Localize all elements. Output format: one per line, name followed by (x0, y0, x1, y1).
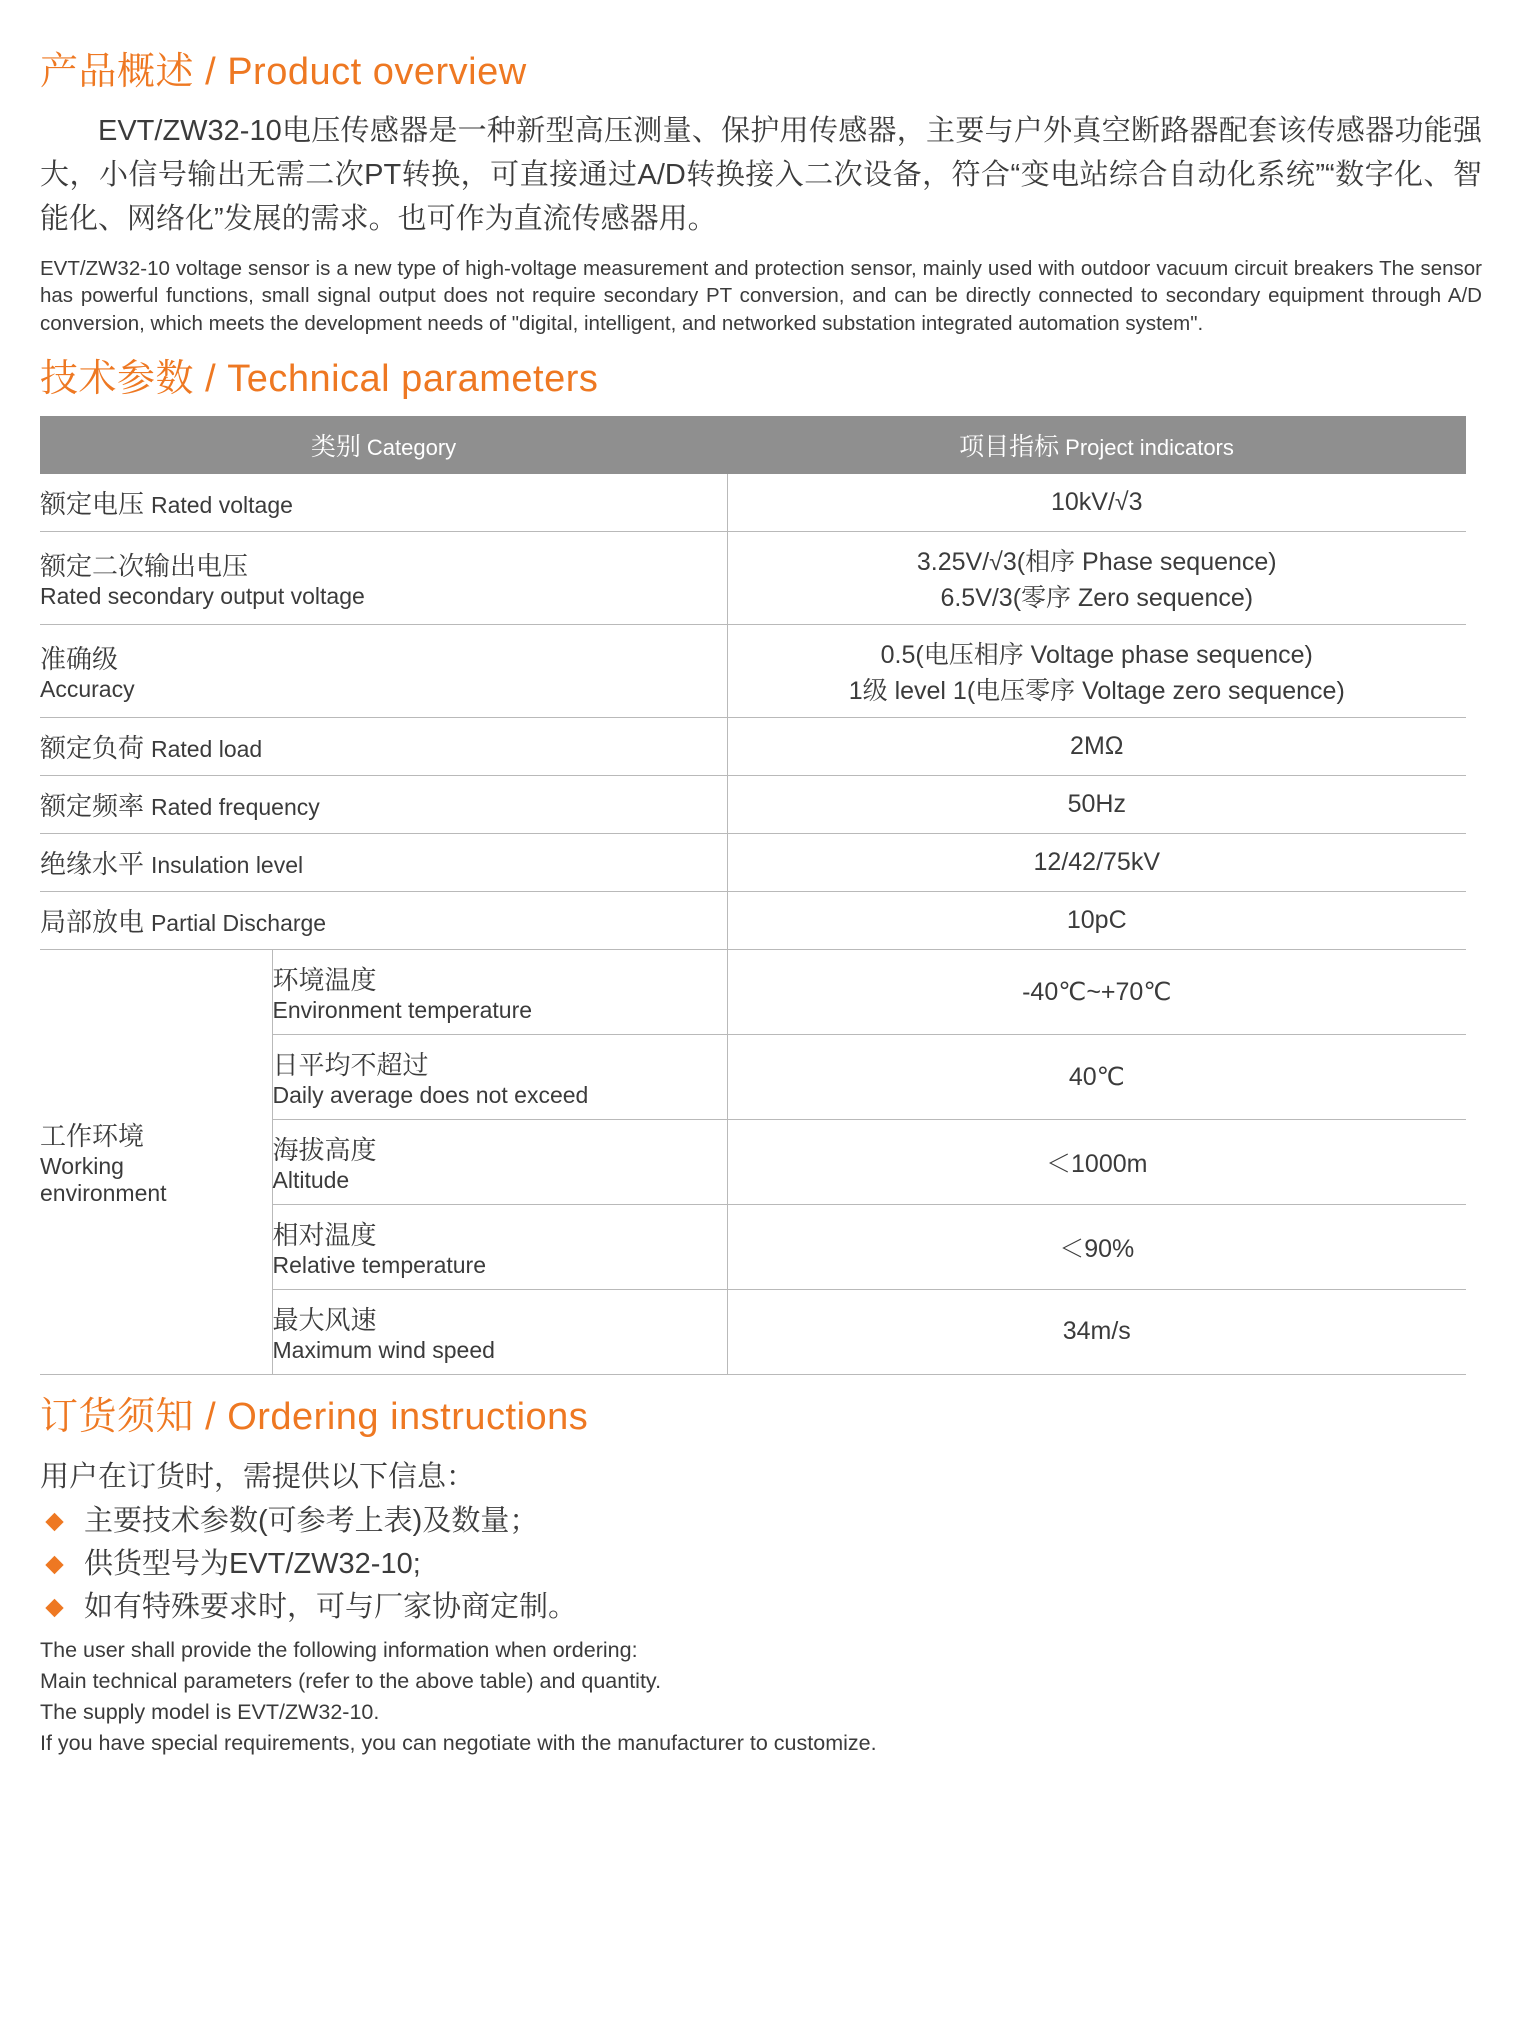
row-label-cn: 局部放电 (40, 906, 145, 937)
row-label-rated-load (40, 717, 727, 775)
row-value-line2: 6.5V/3(零序 Zero sequence) (940, 583, 1254, 612)
overview-paragraph-en: EVT/ZW32-10 voltage sensor is a new type of high-voltage measurement and protection sensor, mainly used with outdoor vacuum circuit breakers The sensor has powerful functions, small signal output does not require secondary PT conversion, and can be directly connected to secondary equipment through A/D conversion, which meets the development needs of "digital, intelligent, and networked substation integrated automation system". (40, 257, 1482, 335)
table-row (40, 775, 1466, 833)
row-label-maximum-wind-speed (272, 1289, 727, 1374)
section-title-technical-sep: / (194, 357, 228, 400)
sub-label-en: Relative temperature (272, 1251, 486, 1278)
table-row (40, 531, 1466, 624)
sub-label-cn: 日平均不超过 (272, 1049, 429, 1080)
table-header-row (40, 416, 1466, 474)
ordering-english-block (40, 1635, 1482, 1760)
section-title-overview-sep: / (194, 51, 228, 93)
sub-label-cn: 环境温度 (272, 964, 377, 995)
section-title-technical-en: Technical parameters (227, 357, 599, 400)
section-title-ordering (40, 1385, 1482, 1440)
row-label-en: Insulation level (150, 851, 304, 878)
ordering-en-line: If you have special requirements, you can negotiate with the manufacturer to customize. (40, 1731, 877, 1756)
row-value-partial-discharge: 10pC (727, 891, 1466, 949)
row-label-accuracy (40, 624, 727, 717)
list-item-label: 供货型号为EVT/ZW32-10; (84, 1548, 421, 1581)
table-header-category-cn: 类别 (310, 432, 361, 461)
list-item-label: 如有特殊要求时，可与厂家协商定制。 (84, 1591, 578, 1624)
row-value-rated-load: 2MΩ (727, 717, 1466, 775)
table-row (40, 833, 1466, 891)
sub-label-en: Altitude (272, 1166, 350, 1193)
section-title-technical (40, 347, 1482, 402)
diamond-bullet-icon (45, 1599, 63, 1617)
table-row (40, 949, 1466, 1034)
diamond-bullet-icon (45, 1556, 63, 1574)
row-value-line2: 1级 level 1(电压零序 Voltage zero sequence) (848, 676, 1345, 705)
row-label-cn: 额定负荷 (40, 732, 145, 763)
list-item-label: 主要技术参数(可参考上表)及数量； (84, 1504, 539, 1537)
sub-label-cn: 最大风速 (272, 1304, 377, 1335)
row-label-en: Rated voltage (150, 491, 293, 518)
section-title-overview (40, 40, 1482, 95)
row-value-rated-frequency: 50Hz (727, 775, 1466, 833)
sub-label-en: Maximum wind speed (272, 1336, 495, 1363)
ordering-lead-cn: 用户在订货时，需提供以下信息： (40, 1460, 476, 1493)
row-value-insulation-level: 12/42/75kV (727, 833, 1466, 891)
ordering-list (40, 1501, 1482, 1629)
table-row (40, 474, 1466, 532)
row-label-altitude (272, 1119, 727, 1204)
row-value-environment-temperature: -40℃~+70℃ (727, 949, 1466, 1034)
row-label-en: Partial Discharge (150, 909, 327, 936)
overview-paragraph-cn: EVT/ZW32-10电压传感器是一种新型高压测量、保护用传感器，主要与户外真空断路器配套该传感器功能强大，小信号输出无需二次PT转换，可直接通过A/D转换接入二次设备，符合“变电站综合自动化系统”“数字化、智能化、网络化”发展的需求。也可作为直流传感器用。 (40, 115, 1482, 236)
technical-parameters-table (40, 416, 1466, 1375)
ordering-en-line: Main technical parameters (refer to the above table) and quantity. (40, 1668, 662, 1693)
row-value-maximum-wind-speed: 34m/s (727, 1289, 1466, 1374)
row-label-environment-temperature (272, 949, 727, 1034)
row-label-rated-frequency (40, 775, 727, 833)
table-header-category (40, 416, 727, 474)
group-label-cn: 工作环境 (40, 1121, 145, 1152)
row-value-rated-voltage: 10kV/√3 (727, 474, 1466, 532)
section-title-ordering-cn: 订货须知 (40, 1395, 195, 1438)
table-row (40, 624, 1466, 717)
row-label-working-environment (40, 949, 272, 1374)
row-label-cn: 准确级 (40, 643, 119, 674)
sub-label-en: Environment temperature (272, 996, 533, 1023)
table-header-indicators (727, 416, 1466, 474)
row-label-partial-discharge (40, 891, 727, 949)
row-value-line1: 0.5(电压相序 Voltage phase sequence) (880, 640, 1313, 669)
row-label-en: Rated frequency (150, 793, 320, 820)
list-item (40, 1501, 1482, 1542)
table-header-indicators-en: Project indicators (1065, 434, 1234, 460)
row-label-cn: 绝缘水平 (40, 848, 145, 879)
row-value-altitude: ＜1000m (727, 1119, 1466, 1204)
group-label-en-line2: environment (40, 1180, 167, 1207)
row-label-relative-temperature (272, 1204, 727, 1289)
row-label-cn: 额定频率 (40, 790, 145, 821)
list-item (40, 1587, 1482, 1628)
row-value-relative-temperature: ＜90% (727, 1204, 1466, 1289)
section-title-ordering-en: Ordering instructions (227, 1395, 589, 1438)
table-row (40, 891, 1466, 949)
section-title-overview-cn: 产品概述 (40, 51, 195, 93)
sub-label-cn: 海拔高度 (272, 1134, 377, 1165)
diamond-bullet-icon (45, 1512, 63, 1530)
row-label-rated-voltage (40, 474, 727, 532)
row-label-rated-secondary-output-voltage (40, 531, 727, 624)
section-title-technical-cn: 技术参数 (40, 357, 195, 400)
row-label-insulation-level (40, 833, 727, 891)
row-label-en: Accuracy (40, 675, 135, 702)
row-label-cn: 额定电压 (40, 488, 145, 519)
row-label-cn: 额定二次输出电压 (40, 550, 249, 581)
row-label-en: Rated secondary output voltage (40, 582, 365, 609)
section-title-overview-en: Product overview (227, 51, 527, 93)
row-value-line1: 3.25V/√3(相序 Phase sequence) (916, 547, 1277, 576)
list-item (40, 1544, 1482, 1585)
row-label-daily-average (272, 1034, 727, 1119)
ordering-en-line: The supply model is EVT/ZW32-10. (40, 1699, 380, 1724)
table-row (40, 717, 1466, 775)
sub-label-cn: 相对温度 (272, 1219, 377, 1250)
row-value-accuracy (727, 624, 1466, 717)
sub-label-en: Daily average does not exceed (272, 1081, 589, 1108)
table-header-category-en: Category (366, 434, 457, 460)
row-label-en: Rated load (150, 735, 263, 762)
row-value-rated-secondary-output-voltage (727, 531, 1466, 624)
table-header-indicators-cn: 项目指标 (959, 432, 1060, 461)
section-title-ordering-sep: / (194, 1395, 228, 1438)
group-label-en-line1: Working (40, 1153, 124, 1180)
ordering-en-line: The user shall provide the following information when ordering: (40, 1637, 638, 1662)
row-value-daily-average: 40℃ (727, 1034, 1466, 1119)
